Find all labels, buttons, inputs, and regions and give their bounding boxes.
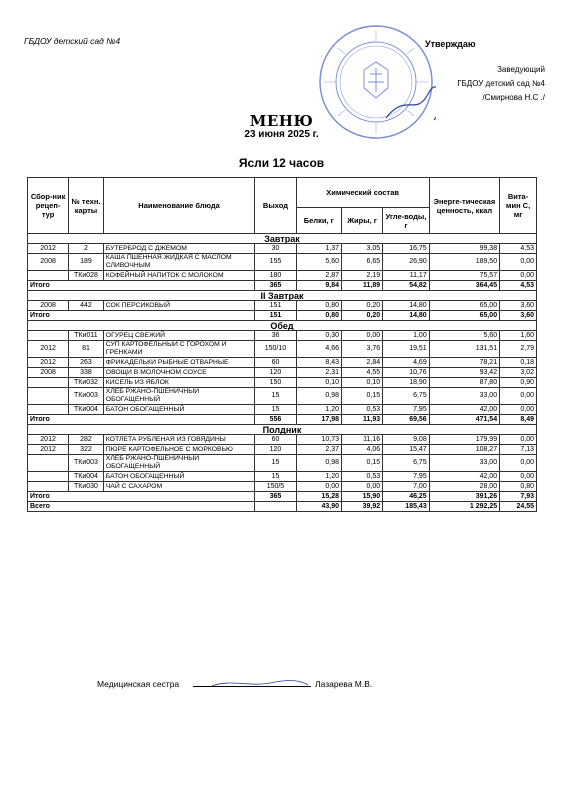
table-row	[28, 254, 537, 271]
table-cell: 0,00	[500, 271, 537, 281]
table-cell: ОГУРЕЦ СВЕЖИЙ	[103, 331, 255, 341]
total-cell: 15,90	[342, 492, 383, 502]
table-row	[28, 472, 537, 482]
table-cell: 10,73	[296, 435, 341, 445]
table-cell: 65,00	[429, 301, 499, 311]
table-cell: 4,53	[500, 244, 537, 254]
table-cell: 0,10	[342, 378, 383, 388]
table-cell: 2,87	[296, 271, 341, 281]
table-cell: КАША ПШЕННАЯ ЖИДКАЯ С МАСЛОМ СЛИВОЧНЫМ	[103, 254, 255, 271]
table-cell: ХЛЕБ РЖАНО-ПШЕНИЧНЫЙ ОБОГАЩЕННЫЙ	[103, 388, 255, 405]
total-cell: 0,20	[342, 311, 383, 321]
signer-position: Заведующий	[497, 65, 545, 74]
table-cell: 2012	[28, 435, 69, 445]
total-cell: 11,89	[342, 281, 383, 291]
table-cell: 2,19	[342, 271, 383, 281]
table-cell: БАТОН ОБОГАЩЕННЫЙ	[103, 405, 255, 415]
total-cell: 11,93	[342, 415, 383, 425]
table-cell: 0,00	[342, 482, 383, 492]
table-cell: 263	[69, 358, 104, 368]
table-cell: 1,60	[500, 331, 537, 341]
table-cell: КОФЕЙНЫЙ НАПИТОК С МОЛОКОМ	[103, 271, 255, 281]
total-cell: 365	[255, 492, 296, 502]
col-name: Наименование блюда	[103, 178, 255, 234]
table-cell: ТКи004	[69, 405, 104, 415]
table-cell: 10,76	[383, 368, 430, 378]
table-cell: 2012	[28, 244, 69, 254]
total-cell: 7,93	[500, 492, 537, 502]
table-cell	[28, 378, 69, 388]
table-cell: 1,20	[296, 405, 341, 415]
table-cell: ЧАЙ С САХАРОМ	[103, 482, 255, 492]
table-row	[28, 331, 537, 341]
table-cell	[28, 271, 69, 281]
table-cell: 15	[255, 455, 296, 472]
table-row	[28, 482, 537, 492]
total-cell: 17,98	[296, 415, 341, 425]
table-row	[28, 435, 537, 445]
table-cell: 99,38	[429, 244, 499, 254]
table-cell: 19,51	[383, 341, 430, 358]
table-cell: 179,99	[429, 435, 499, 445]
table-cell: 2008	[28, 368, 69, 378]
table-cell: 4,69	[383, 358, 430, 368]
grand-total-cell: 185,43	[383, 502, 430, 512]
table-cell: 7,95	[383, 472, 430, 482]
total-cell: 3,60	[500, 311, 537, 321]
col-chem: Химический состав	[296, 178, 429, 208]
signer-name: /Смирнова Н.С ./	[482, 93, 545, 102]
total-cell: 365	[255, 281, 296, 291]
grand-total-cell: 24,55	[500, 502, 537, 512]
table-cell: 3,05	[342, 244, 383, 254]
table-cell: 26,90	[383, 254, 430, 271]
table-cell: 93,42	[429, 368, 499, 378]
grand-total-cell: 39,92	[342, 502, 383, 512]
table-row	[28, 244, 537, 254]
table-cell: КИСЕЛЬ ИЗ ЯБЛОК	[103, 378, 255, 388]
table-cell: 2012	[28, 341, 69, 358]
total-cell: 391,26	[429, 492, 499, 502]
table-cell: 78,21	[429, 358, 499, 368]
table-cell	[28, 331, 69, 341]
table-row	[28, 368, 537, 378]
table-cell: 11,17	[383, 271, 430, 281]
table-cell: 150	[255, 378, 296, 388]
table-cell: ТКи003	[69, 455, 104, 472]
total-cell: 364,45	[429, 281, 499, 291]
table-cell: 0,00	[500, 388, 537, 405]
table-cell	[28, 482, 69, 492]
table-cell: 0,53	[342, 472, 383, 482]
table-cell: 60	[255, 358, 296, 368]
table-cell: 0,00	[342, 331, 383, 341]
table-cell: 120	[255, 445, 296, 455]
table-cell: 189,50	[429, 254, 499, 271]
total-cell: 69,56	[383, 415, 430, 425]
section-header	[28, 425, 537, 435]
approve-title: Утверждаю	[425, 39, 476, 49]
table-cell: 30	[255, 244, 296, 254]
signer-org: ГБДОУ детский сад №4	[457, 79, 545, 88]
total-cell: 15,28	[296, 492, 341, 502]
table-cell: 15	[255, 388, 296, 405]
footer-role: Медицинская сестра	[97, 679, 180, 689]
section-title: Завтрак	[28, 234, 537, 244]
table-cell: 180	[255, 271, 296, 281]
grand-total-cell: 43,90	[296, 502, 341, 512]
table-cell: 4,06	[342, 445, 383, 455]
grand-total-cell: Всего	[28, 502, 255, 512]
table-cell: 3,76	[342, 341, 383, 358]
table-row	[28, 388, 537, 405]
table-row	[28, 445, 537, 455]
table-cell: 1,00	[383, 331, 430, 341]
table-cell: ОВОЩИ В МОЛОЧНОМ СОУСЕ	[103, 368, 255, 378]
table-cell: 2008	[28, 254, 69, 271]
table-cell: 120	[255, 368, 296, 378]
table-cell: 0,00	[500, 405, 537, 415]
section-title: Полдник	[28, 425, 537, 435]
total-cell: Итого	[28, 311, 255, 321]
total-cell: 4,53	[500, 281, 537, 291]
table-cell	[28, 405, 69, 415]
total-cell: 556	[255, 415, 296, 425]
table-cell: 16,75	[383, 244, 430, 254]
table-cell: 0,80	[500, 482, 537, 492]
table-cell: 75,57	[429, 271, 499, 281]
table-cell: 322	[69, 445, 104, 455]
table-cell: 5,60	[296, 254, 341, 271]
col-protein: Белки, г	[296, 208, 341, 234]
table-cell: 0,98	[296, 455, 341, 472]
table-cell: 0,20	[342, 301, 383, 311]
total-cell: 471,54	[429, 415, 499, 425]
table-cell: БАТОН ОБОГАЩЕННЫЙ	[103, 472, 255, 482]
col-output: Выход	[255, 178, 296, 234]
table-cell: 14,80	[383, 301, 430, 311]
section-title: II Завтрак	[28, 291, 537, 301]
table-cell: 18,90	[383, 378, 430, 388]
table-cell: 0,53	[342, 405, 383, 415]
table-cell: 7,13	[500, 445, 537, 455]
table-cell: 4,66	[296, 341, 341, 358]
col-recipe: Сбор-ник рецеп-тур	[28, 178, 69, 234]
total-row	[28, 492, 537, 502]
table-cell: 150/5	[255, 482, 296, 492]
table-cell: 0,80	[296, 301, 341, 311]
table-cell: 6,75	[383, 455, 430, 472]
table-cell: 151	[255, 301, 296, 311]
table-cell: ТКи011	[69, 331, 104, 341]
table-cell: 0,00	[500, 472, 537, 482]
table-cell: ТКи003	[69, 388, 104, 405]
table-cell: ТКи032	[69, 378, 104, 388]
signature-mark	[210, 677, 310, 689]
table-row	[28, 301, 537, 311]
table-cell: 2012	[28, 358, 69, 368]
table-cell: 3,60	[500, 301, 537, 311]
col-vitamin: Вита-мин С, мг	[500, 178, 537, 234]
table-cell: ФРИКАДЕЛЬКИ РЫБНЫЕ ОТВАРНЫЕ	[103, 358, 255, 368]
table-cell: 2012	[28, 445, 69, 455]
table-cell: 0,15	[342, 455, 383, 472]
table-row	[28, 358, 537, 368]
total-row	[28, 281, 537, 291]
section-header	[28, 291, 537, 301]
table-cell: 0,00	[500, 254, 537, 271]
table-cell: 150/10	[255, 341, 296, 358]
total-row	[28, 311, 537, 321]
org-name: ГБДОУ детский сад №4	[24, 36, 121, 46]
table-cell: 155	[255, 254, 296, 271]
page-title: МЕНЮ	[249, 112, 314, 130]
footer-name: Лазарева М.В.	[315, 679, 373, 689]
table-cell: ПЮРЕ КАРТОФЕЛЬНОЕ С МОРКОВЬЮ	[103, 445, 255, 455]
section-header	[28, 321, 537, 331]
total-cell: 9,84	[296, 281, 341, 291]
table-cell: 0,18	[500, 358, 537, 368]
table-cell: 15	[255, 405, 296, 415]
table-cell: 28,00	[429, 482, 499, 492]
table-cell: 0,00	[296, 482, 341, 492]
total-cell: Итого	[28, 492, 255, 502]
table-row	[28, 405, 537, 415]
menu-group: Ясли 12 часов	[238, 156, 325, 170]
table-cell: ХЛЕБ РЖАНО-ПШЕНИЧНЫЙ ОБОГАЩЕННЫЙ	[103, 455, 255, 472]
table-cell: 0,30	[296, 331, 341, 341]
table-cell: 7,00	[383, 482, 430, 492]
table-cell	[28, 388, 69, 405]
table-cell: СОК ПЕРСИКОВЫЙ	[103, 301, 255, 311]
total-cell: 151	[255, 311, 296, 321]
table-cell: ТКи028	[69, 271, 104, 281]
table-cell: 2,37	[296, 445, 341, 455]
menu-date: 23 июня 2025 г.	[244, 129, 319, 140]
table-row	[28, 455, 537, 472]
col-carb: Угле-воды, г	[383, 208, 430, 234]
section-title: Обед	[28, 321, 537, 331]
table-cell: 5,60	[429, 331, 499, 341]
table-cell	[28, 455, 69, 472]
table-cell: 6,65	[342, 254, 383, 271]
total-cell: 14,80	[383, 311, 430, 321]
table-row	[28, 378, 537, 388]
table-cell: 0,00	[500, 455, 537, 472]
col-energy: Энерге-тическая ценность, ккал	[429, 178, 499, 234]
total-row	[28, 415, 537, 425]
grand-total-cell	[255, 502, 296, 512]
total-cell: 54,82	[383, 281, 430, 291]
col-techno: № техн. карты	[69, 178, 104, 234]
table-cell: БУТЕРБРОД С ДЖЕМОМ	[103, 244, 255, 254]
table-row	[28, 341, 537, 358]
table-cell: 15,47	[383, 445, 430, 455]
table-cell: 42,00	[429, 405, 499, 415]
table-cell: 2,84	[342, 358, 383, 368]
table-cell: 131,51	[429, 341, 499, 358]
col-fat: Жиры, г	[342, 208, 383, 234]
table-cell: 0,00	[500, 435, 537, 445]
table-cell: СУП КАРТОФЕЛЬНЫЙ С ГОРОХОМ И ГРЕНКАМИ	[103, 341, 255, 358]
total-cell: 8,49	[500, 415, 537, 425]
table-cell: 8,43	[296, 358, 341, 368]
table-cell: ТКи004	[69, 472, 104, 482]
table-cell: 33,00	[429, 455, 499, 472]
menu-body	[28, 234, 537, 512]
section-header	[28, 234, 537, 244]
table-cell: 11,16	[342, 435, 383, 445]
table-cell: 0,98	[296, 388, 341, 405]
table-cell: 36	[255, 331, 296, 341]
menu-table	[27, 177, 537, 512]
total-cell: Итого	[28, 281, 255, 291]
table-cell: 87,80	[429, 378, 499, 388]
table-cell: 282	[69, 435, 104, 445]
total-cell: 46,25	[383, 492, 430, 502]
table-cell: 1,37	[296, 244, 341, 254]
table-cell: 2,79	[500, 341, 537, 358]
table-cell: 15	[255, 472, 296, 482]
table-row	[28, 271, 537, 281]
table-cell: 42,00	[429, 472, 499, 482]
grand-total-row	[28, 502, 537, 512]
table-cell: 338	[69, 368, 104, 378]
table-cell: 4,55	[342, 368, 383, 378]
table-cell: 7,95	[383, 405, 430, 415]
table-cell: 81	[69, 341, 104, 358]
table-cell: 60	[255, 435, 296, 445]
grand-total-cell: 1 292,25	[429, 502, 499, 512]
table-cell: 6,75	[383, 388, 430, 405]
table-cell: 1,20	[296, 472, 341, 482]
table-cell: 9,08	[383, 435, 430, 445]
total-cell: 0,80	[296, 311, 341, 321]
signer-block	[420, 63, 545, 105]
total-cell: 65,00	[429, 311, 499, 321]
table-cell: 0,15	[342, 388, 383, 405]
table-cell: 3,02	[500, 368, 537, 378]
table-cell: 0,10	[296, 378, 341, 388]
table-cell: 2008	[28, 301, 69, 311]
total-cell: Итого	[28, 415, 255, 425]
table-cell: 2	[69, 244, 104, 254]
table-cell: ТКи030	[69, 482, 104, 492]
table-cell: 189	[69, 254, 104, 271]
table-cell: 2,31	[296, 368, 341, 378]
table-cell: КОТЛЕТА РУБЛЕНАЯ ИЗ ГОВЯДИНЫ	[103, 435, 255, 445]
table-cell: 442	[69, 301, 104, 311]
table-cell: 108,27	[429, 445, 499, 455]
table-cell: 0,90	[500, 378, 537, 388]
table-cell	[28, 472, 69, 482]
table-cell: 33,00	[429, 388, 499, 405]
